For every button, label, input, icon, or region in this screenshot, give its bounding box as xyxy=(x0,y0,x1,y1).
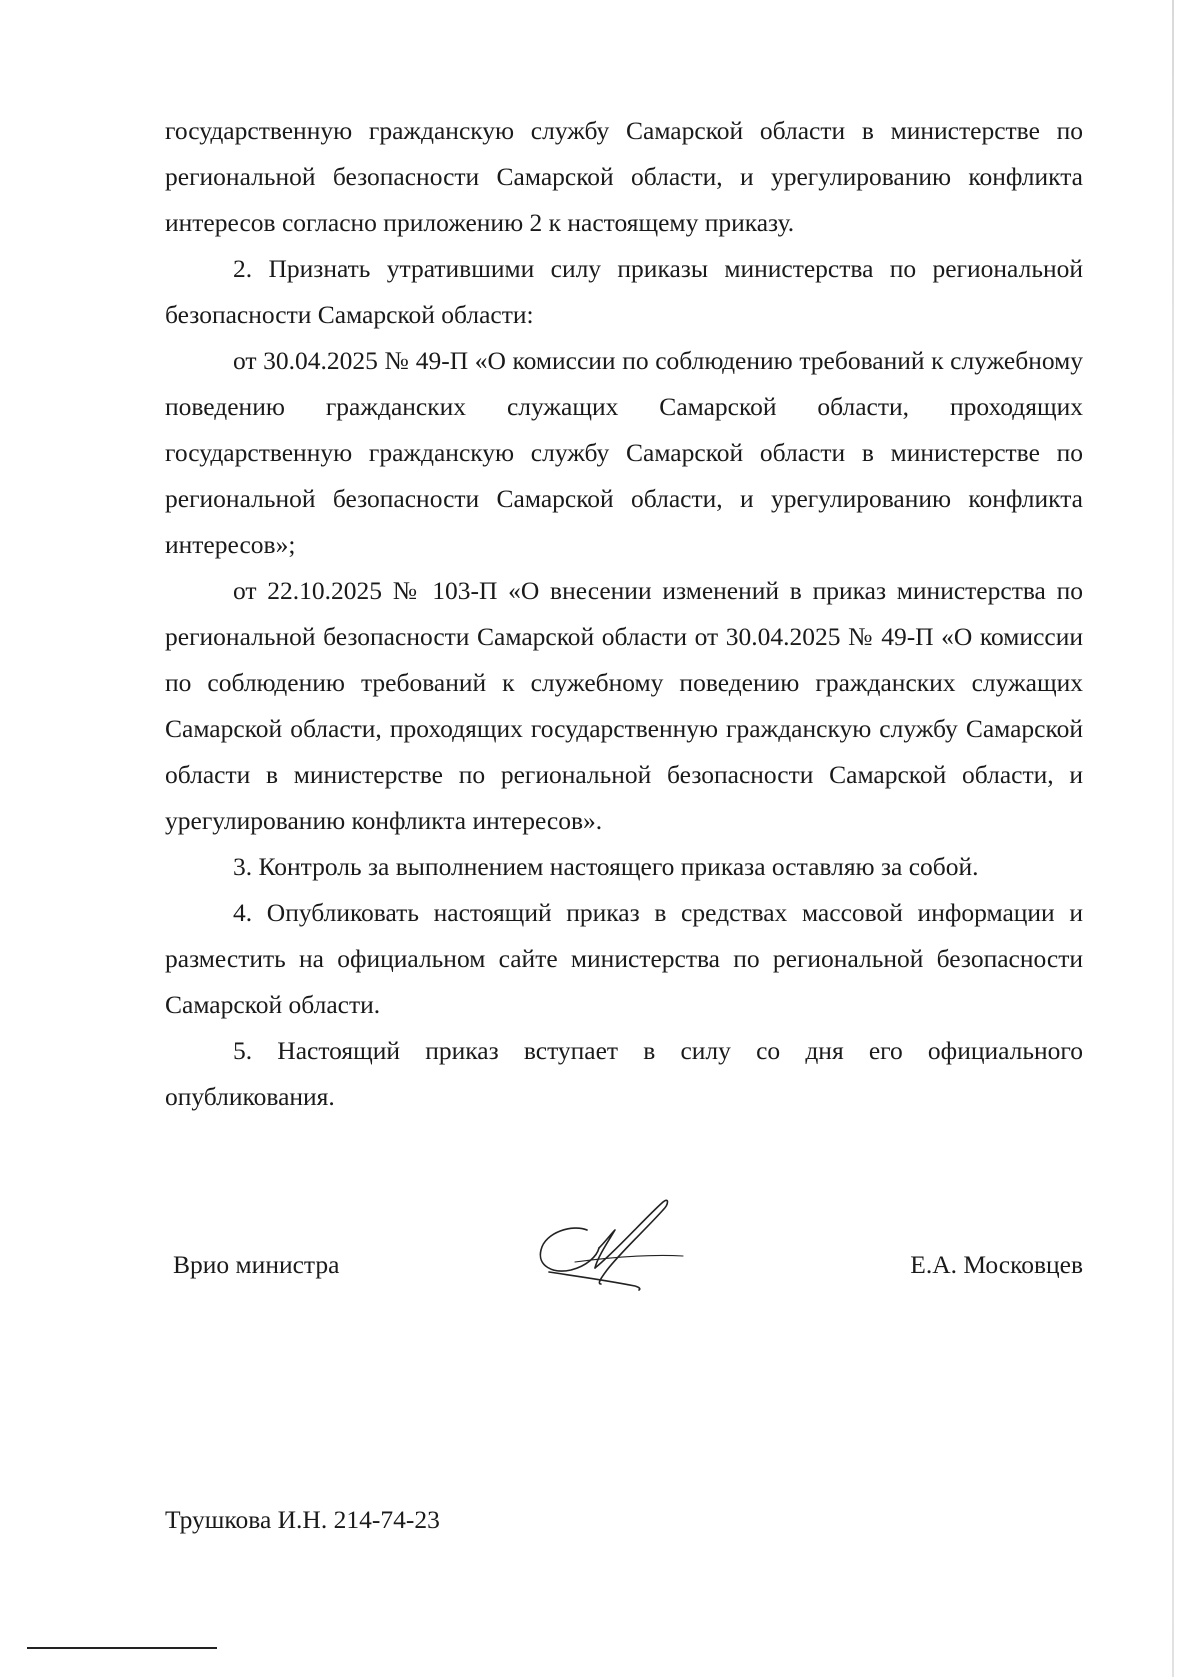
paragraph-item-3: 3. Контроль за выполнением настоящего приказа оставляю за собой. xyxy=(233,852,979,881)
handwritten-signature-icon xyxy=(535,1190,685,1300)
document-body xyxy=(165,108,1083,1120)
executor-contact: Трушкова И.Н. 214-74-23 xyxy=(165,1505,440,1534)
signer-name: Е.А. Московцев xyxy=(910,1250,1083,1279)
paragraph-item-5: 5. Настоящий приказ вступает в силу со дня его официального опубликования. xyxy=(165,1036,1083,1111)
page-edge-shadow xyxy=(1172,0,1174,1677)
paragraph-order-49p: от 30.04.2025 № 49-П «О комиссии по соблюдению требований к служебному поведению гражданских служащих Самарской области, проходящих государственную гражданскую службу Самарской области в министерстве по региональной безопасности Самарской области, и урегулированию конфликта интересов»; xyxy=(165,346,1083,559)
signer-position: Врио министра xyxy=(173,1250,340,1279)
signature-block xyxy=(0,1190,1200,1300)
paragraph-item-4: 4. Опубликовать настоящий приказ в средствах массовой информации и разместить на официальном сайте министерства по региональной безопасности Самарской области. xyxy=(165,898,1083,1019)
paragraph-order-103p: от 22.10.2025 № 103-П «О внесении изменений в приказ министерства по региональной безопасности Самарской области от 30.04.2025 № 49-П «О комиссии по соблюдению требований к служебному поведению гражданских служащих Самарской области, проходящих государственную гражданскую службу Самарской области в министерстве по региональной безопасности Самарской области, и урегулированию конфликта интересов». xyxy=(165,576,1083,835)
paragraph-item-2: 2. Признать утратившими силу приказы министерства по региональной безопасности Самарской области: xyxy=(165,254,1083,329)
footer-divider xyxy=(27,1647,217,1649)
paragraph-continuation: государственную гражданскую службу Самарской области в министерстве по региональной безопасности Самарской области, и урегулированию конфликта интересов согласно приложению 2 к настоящему приказу. xyxy=(165,116,1083,237)
